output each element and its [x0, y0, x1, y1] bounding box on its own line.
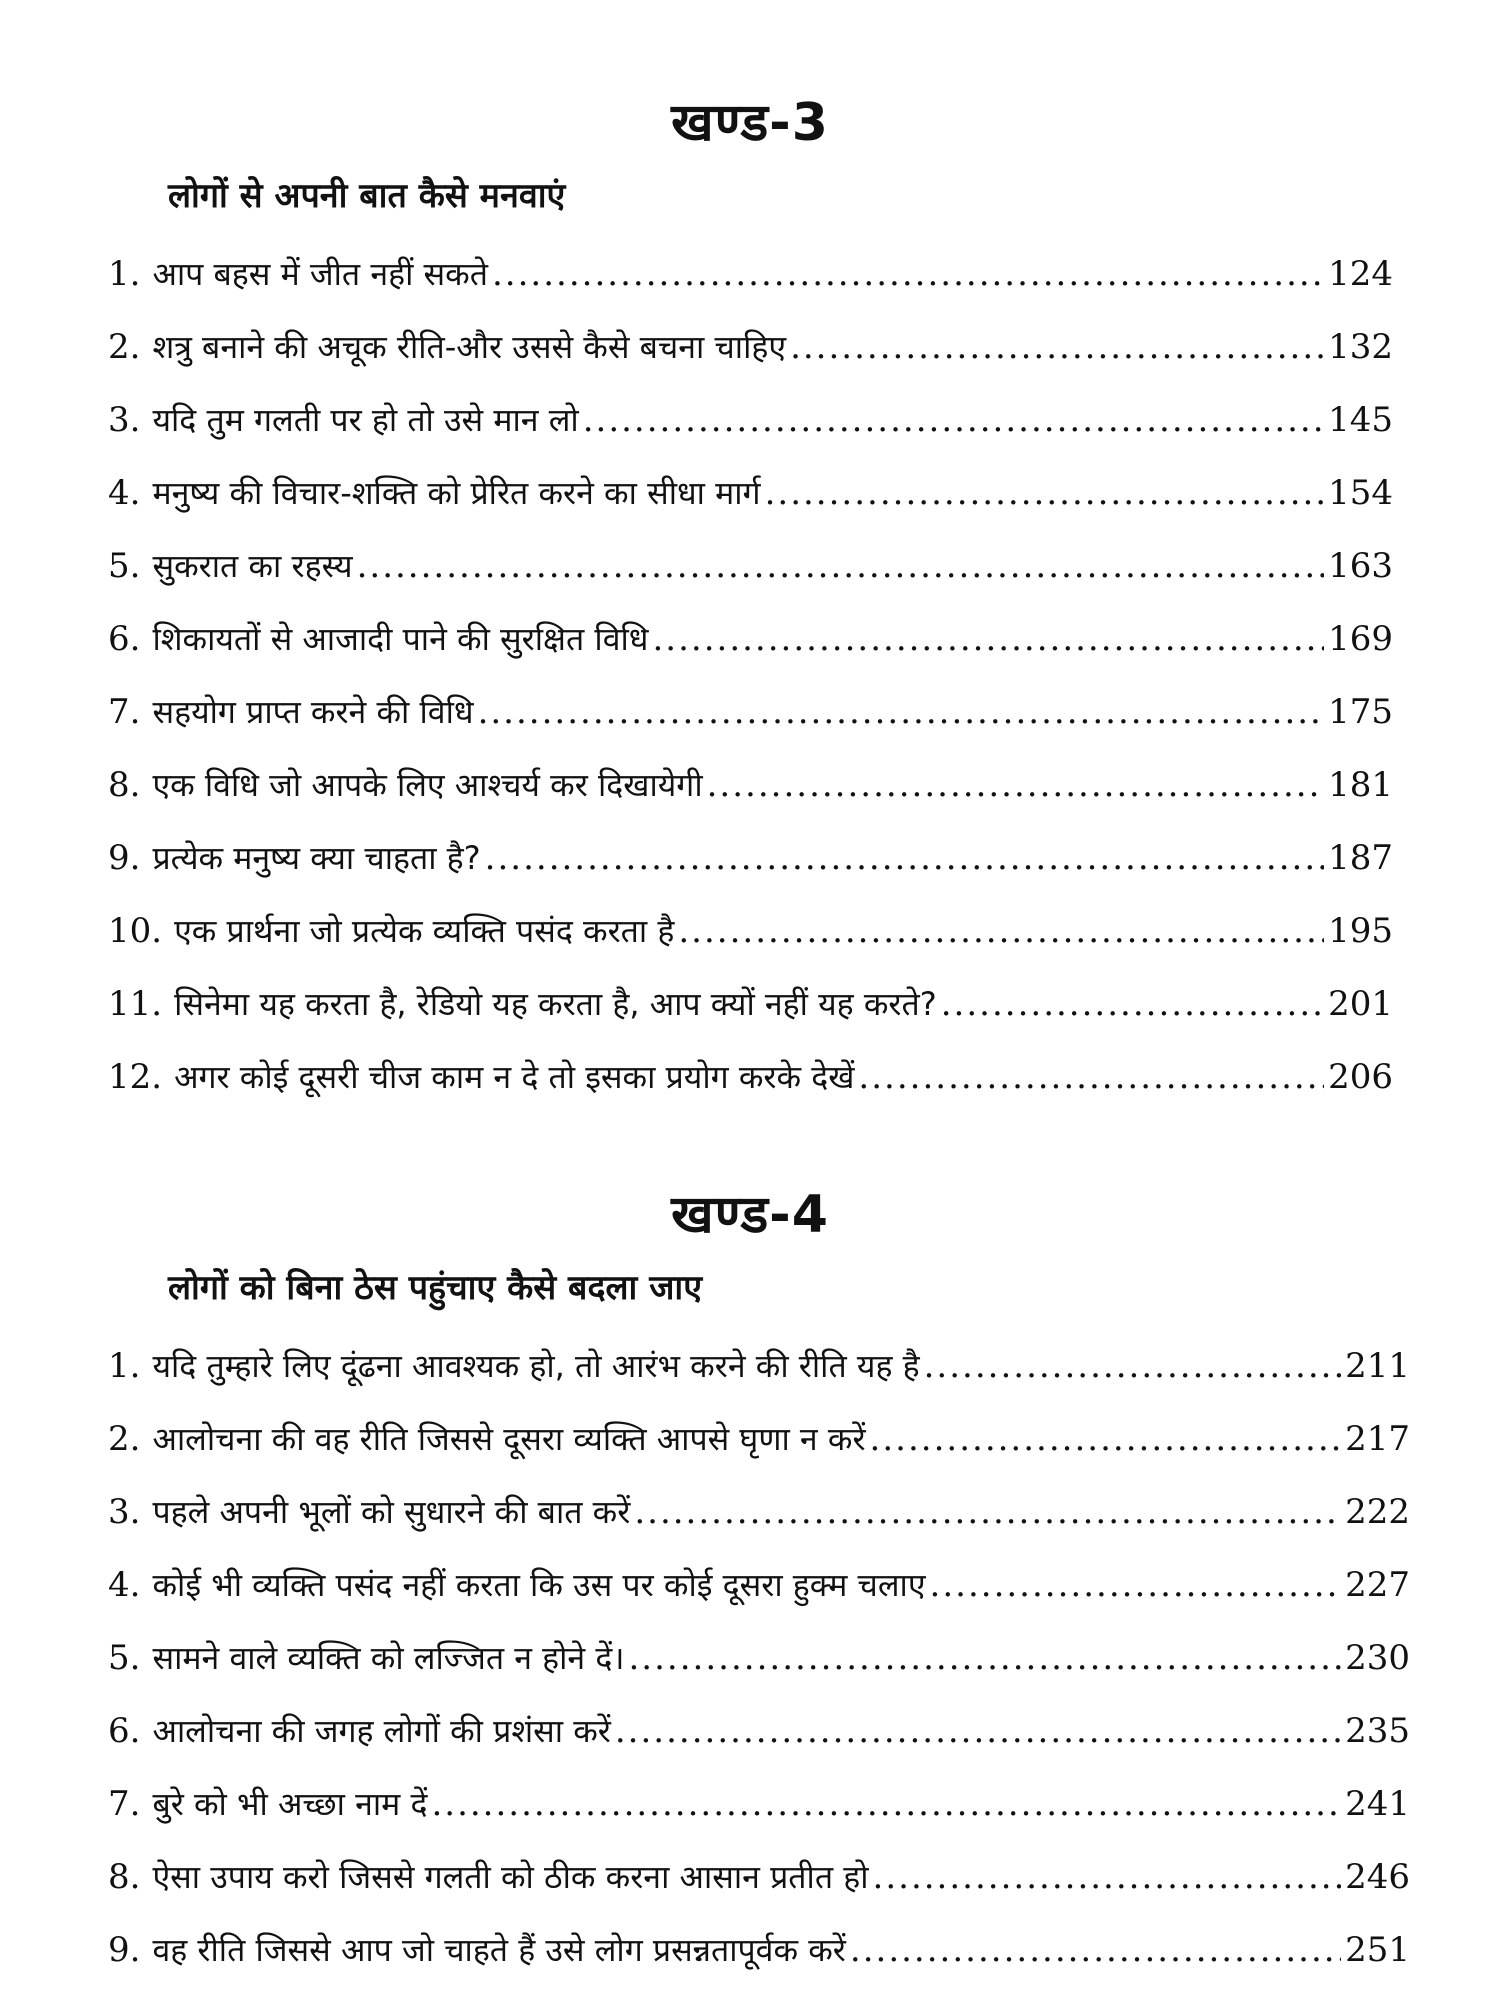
entry-number: 5.: [108, 546, 141, 586]
entry-title: सहयोग प्राप्त करने की विधि: [152, 693, 474, 731]
entry-page-number: 246: [1345, 1857, 1410, 1897]
entry-title: शत्रु बनाने की अचूक रीति-और उससे कैसे बचना चाहिए: [152, 328, 787, 366]
entry-page-number: 201: [1328, 984, 1393, 1024]
section-3: [0, 88, 1500, 1114]
toc-entry[interactable]: [0, 749, 1393, 822]
dot-leader: [678, 895, 1324, 968]
dot-leader: [652, 603, 1324, 676]
entry-title: प्रत्येक मनुष्य क्या चाहता है?: [152, 839, 481, 877]
dot-leader: [485, 822, 1324, 895]
dot-leader: [634, 1476, 1341, 1549]
toc-entry[interactable]: [0, 1768, 1410, 1841]
entry-number: 8.: [108, 765, 141, 805]
entry-title: ऐसा उपाय करो जिससे गलती को ठीक करना आसान प्रतीत हो: [152, 1858, 869, 1896]
dot-leader: [858, 1041, 1324, 1114]
toc-entry[interactable]: [0, 1914, 1410, 1987]
entry-title: आप बहस में जीत नहीं सकते: [152, 255, 488, 293]
dot-leader: [357, 530, 1325, 603]
entry-number: 7.: [108, 1784, 141, 1824]
section-subheading: लोगों को बिना ठेस पहुंचाए कैसे बदला जाए: [168, 1268, 703, 1308]
entry-page-number: 206: [1328, 1057, 1393, 1097]
toc-list: [0, 1330, 1500, 1987]
dot-leader: [873, 1841, 1342, 1914]
entry-number: 8.: [108, 1857, 141, 1897]
entry-page-number: 211: [1345, 1346, 1410, 1386]
dot-leader: [431, 1768, 1341, 1841]
entry-page-number: 217: [1345, 1419, 1410, 1459]
entry-number: 11.: [108, 984, 163, 1024]
entry-number: 12.: [108, 1057, 163, 1097]
toc-entry[interactable]: [0, 457, 1393, 530]
entry-page-number: 195: [1328, 911, 1393, 951]
entry-page-number: 235: [1345, 1711, 1410, 1751]
entry-page-number: 230: [1345, 1638, 1410, 1678]
entry-number: 9.: [108, 838, 141, 878]
entry-title: सामने वाले व्यक्ति को लज्जित न होने दें।: [152, 1639, 625, 1677]
entry-page-number: 227: [1345, 1565, 1410, 1605]
entry-page-number: 154: [1328, 473, 1393, 513]
entry-page-number: 145: [1328, 400, 1393, 440]
entry-title: वह रीति जिससे आप जो चाहते हैं उसे लोग प्रसन्नतापूर्वक करें: [152, 1931, 846, 1969]
toc-entry[interactable]: [0, 1476, 1410, 1549]
toc-entry[interactable]: [0, 1549, 1410, 1622]
toc-entry[interactable]: [0, 1330, 1410, 1403]
dot-leader: [941, 968, 1324, 1041]
entry-page-number: 222: [1345, 1492, 1410, 1532]
entry-page-number: 163: [1328, 546, 1393, 586]
entry-number: 6.: [108, 1711, 141, 1751]
toc-list: [0, 238, 1500, 1114]
toc-entry[interactable]: [0, 1041, 1393, 1114]
entry-number: 4.: [108, 1565, 141, 1605]
dot-leader: [850, 1914, 1341, 1987]
entry-title: एक विधि जो आपके लिए आश्चर्य कर दिखायेगी: [152, 766, 703, 804]
entry-page-number: 169: [1328, 619, 1393, 659]
dot-leader: [790, 311, 1324, 384]
entry-title: सुकरात का रहस्य: [152, 547, 353, 585]
entry-number: 6.: [108, 619, 141, 659]
entry-number: 3.: [108, 1492, 141, 1532]
dot-leader: [707, 749, 1324, 822]
entry-number: 1.: [108, 254, 141, 294]
entry-title: यदि तुम्हारे लिए दूंढना आवश्यक हो, तो आरंभ करने की रीति यह है: [152, 1347, 920, 1385]
entry-number: 3.: [108, 400, 141, 440]
toc-entry[interactable]: [0, 1622, 1410, 1695]
section-heading: खण्ड-4: [671, 1185, 829, 1245]
toc-entry[interactable]: [0, 1403, 1410, 1476]
section-heading: खण्ड-3: [671, 93, 829, 153]
toc-entry[interactable]: [0, 1841, 1410, 1914]
entry-title: आलोचना की जगह लोगों की प्रशंसा करें: [152, 1712, 611, 1750]
entry-title: यदि तुम गलती पर हो तो उसे मान लो: [152, 401, 579, 439]
entry-page-number: 187: [1328, 838, 1393, 878]
entry-page-number: 124: [1328, 254, 1393, 294]
entry-number: 1.: [108, 1346, 141, 1386]
entry-title: आलोचना की वह रीति जिससे दूसरा व्यक्ति आपसे घृणा न करें: [152, 1420, 866, 1458]
toc-entry[interactable]: [0, 895, 1393, 968]
toc-entry[interactable]: [0, 968, 1393, 1041]
entry-number: 7.: [108, 692, 141, 732]
dot-leader: [629, 1622, 1342, 1695]
entry-title: एक प्रार्थना जो प्रत्येक व्यक्ति पसंद करता है: [174, 912, 675, 950]
section-4: [0, 1180, 1500, 1987]
entry-page-number: 181: [1328, 765, 1393, 805]
entry-number: 9.: [108, 1930, 141, 1970]
section-subheading: लोगों से अपनी बात कैसे मनवाएं: [168, 176, 566, 216]
toc-entry[interactable]: [0, 238, 1393, 311]
dot-leader: [765, 457, 1325, 530]
toc-entry[interactable]: [0, 530, 1393, 603]
entry-title: मनुष्य की विचार-शक्ति को प्रेरित करने का सीधा मार्ग: [152, 474, 761, 512]
entry-title: अगर कोई दूसरी चीज काम न दे तो इसका प्रयोग करके देखें: [174, 1058, 855, 1096]
entry-title: कोई भी व्यक्ति पसंद नहीं करता कि उस पर कोई दूसरा हुक्म चलाए: [152, 1566, 926, 1604]
dot-leader: [930, 1549, 1342, 1622]
entry-title: शिकायतों से आजादी पाने की सुरक्षित विधि: [152, 620, 649, 658]
dot-leader: [615, 1695, 1341, 1768]
toc-entry[interactable]: [0, 311, 1393, 384]
toc-entry[interactable]: [0, 603, 1393, 676]
entry-number: 10.: [108, 911, 163, 951]
dot-leader: [478, 676, 1325, 749]
dot-leader: [492, 238, 1324, 311]
dot-leader: [583, 384, 1324, 457]
entry-number: 4.: [108, 473, 141, 513]
entry-page-number: 251: [1345, 1930, 1410, 1970]
toc-entry[interactable]: [0, 1695, 1410, 1768]
entry-page-number: 132: [1328, 327, 1393, 367]
entry-page-number: 241: [1345, 1784, 1410, 1824]
toc-entry[interactable]: [0, 822, 1393, 895]
entry-title: बुरे को भी अच्छा नाम दें: [152, 1785, 428, 1823]
entry-number: 5.: [108, 1638, 141, 1678]
entry-title: पहले अपनी भूलों को सुधारने की बात करें: [152, 1493, 631, 1531]
entry-title: सिनेमा यह करता है, रेडियो यह करता है, आप क्यों नहीं यह करते?: [174, 985, 937, 1023]
entry-page-number: 175: [1328, 692, 1393, 732]
dot-leader: [870, 1403, 1342, 1476]
toc-entry[interactable]: [0, 384, 1393, 457]
toc-entry[interactable]: [0, 676, 1393, 749]
entry-number: 2.: [108, 327, 141, 367]
entry-number: 2.: [108, 1419, 141, 1459]
dot-leader: [924, 1330, 1341, 1403]
